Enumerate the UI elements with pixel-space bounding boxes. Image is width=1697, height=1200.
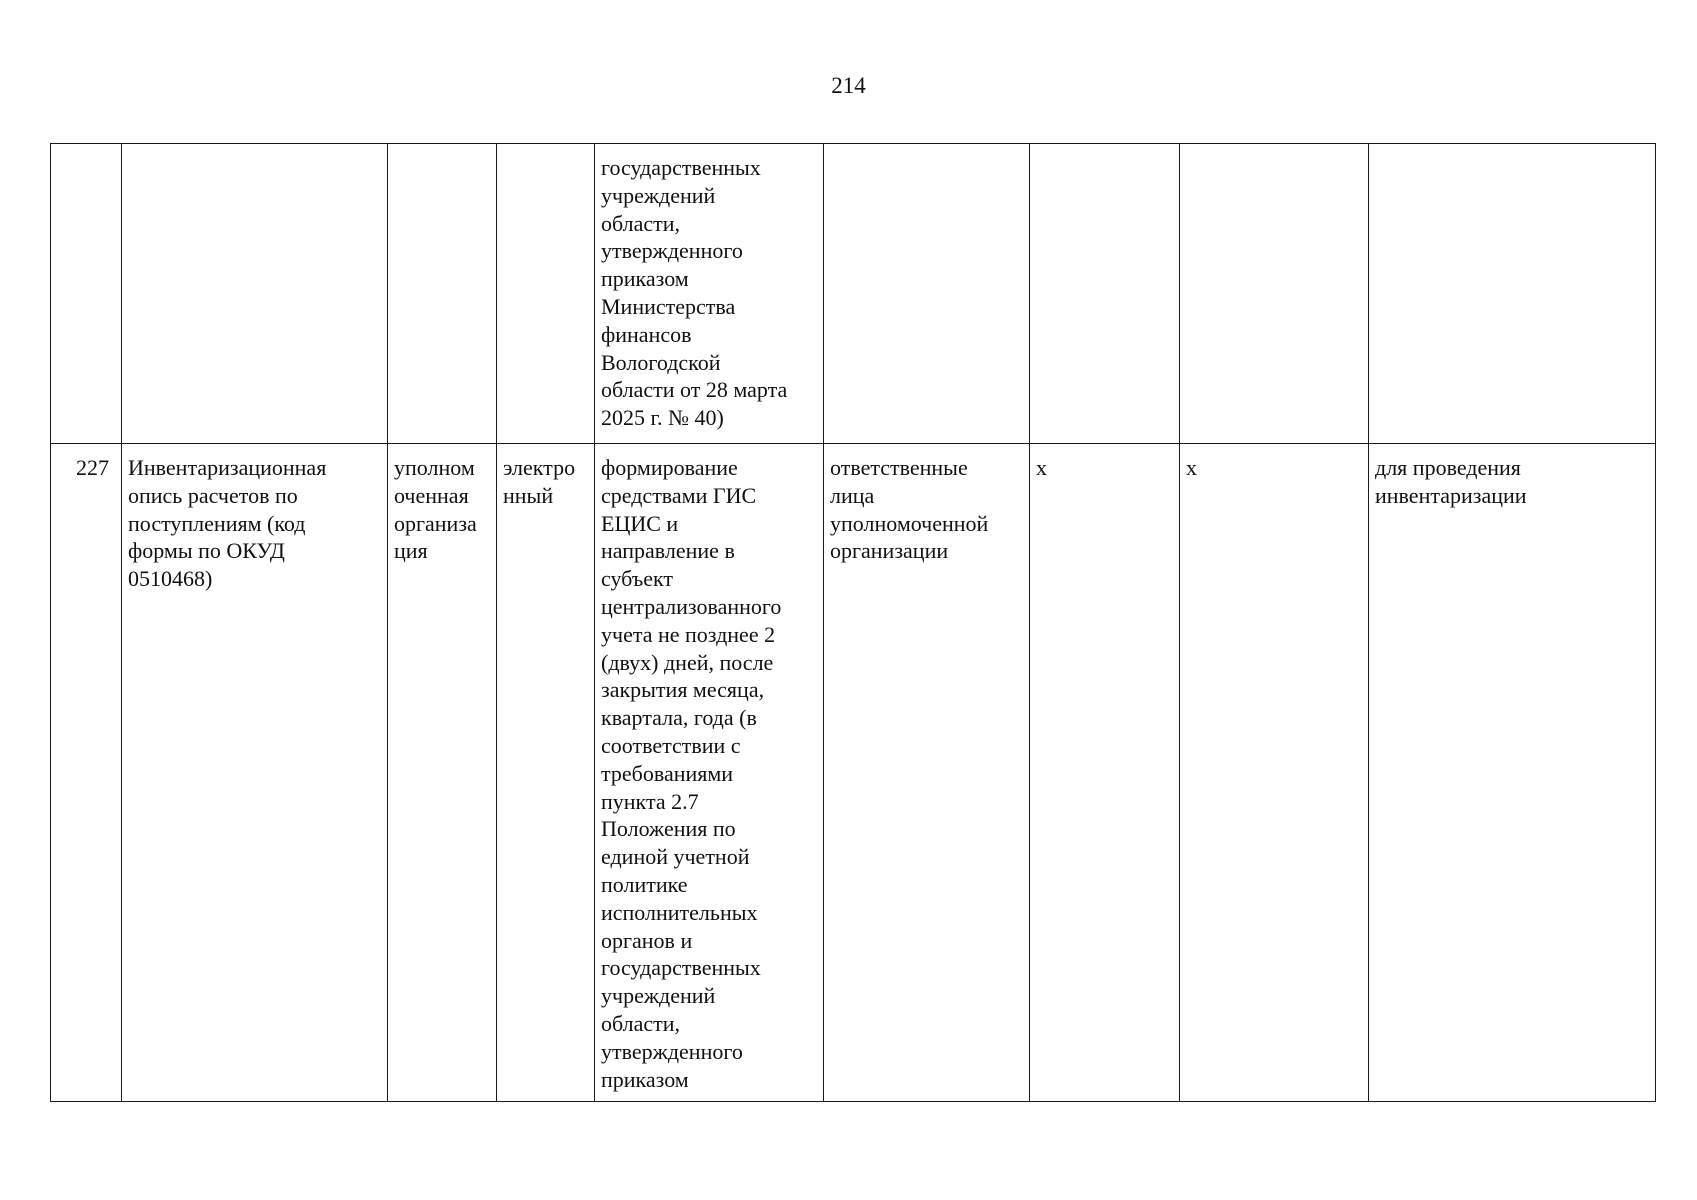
document-table — [50, 143, 1656, 1102]
column-8-cell — [1180, 144, 1369, 444]
procedure-cell: государственных учреждений области, утвержденного приказом Министерства финансов Вологодской области от 28 марта 2025 г. № 40) — [595, 144, 824, 444]
column-8-cell: х — [1180, 444, 1369, 1102]
procedure-cell: формирование средствами ГИС ЕЦИС и направление в субъект централизованного учета не позднее 2 (двух) дней, после закрытия месяца, квартала, года (в соответствии с требованиями пункта 2.7 Положения по единой учетной политике исполнительных органов и государственных учреждений области, утвержденного приказом — [595, 444, 824, 1102]
column-7-cell — [1030, 144, 1180, 444]
table-row — [51, 444, 1656, 1102]
row-number-cell — [51, 144, 122, 444]
creator-cell: уполном оченная организа ция — [388, 444, 497, 1102]
creator-cell — [388, 144, 497, 444]
purpose-cell — [1369, 144, 1656, 444]
document-name-cell: Инвентаризационная опись расчетов по поступлениям (код формы по ОКУД 0510468) — [122, 444, 388, 1102]
purpose-cell: для проведения инвентаризации — [1369, 444, 1656, 1102]
page-number: 214 — [831, 73, 866, 98]
column-7-cell: х — [1030, 444, 1180, 1102]
responsible-cell: ответственные лица уполномоченной организации — [824, 444, 1030, 1102]
document-name-cell — [122, 144, 388, 444]
responsible-cell — [824, 144, 1030, 444]
format-cell: электро нный — [497, 444, 595, 1102]
row-number-cell: 227 — [51, 444, 122, 1102]
format-cell — [497, 144, 595, 444]
table-row — [51, 144, 1656, 444]
